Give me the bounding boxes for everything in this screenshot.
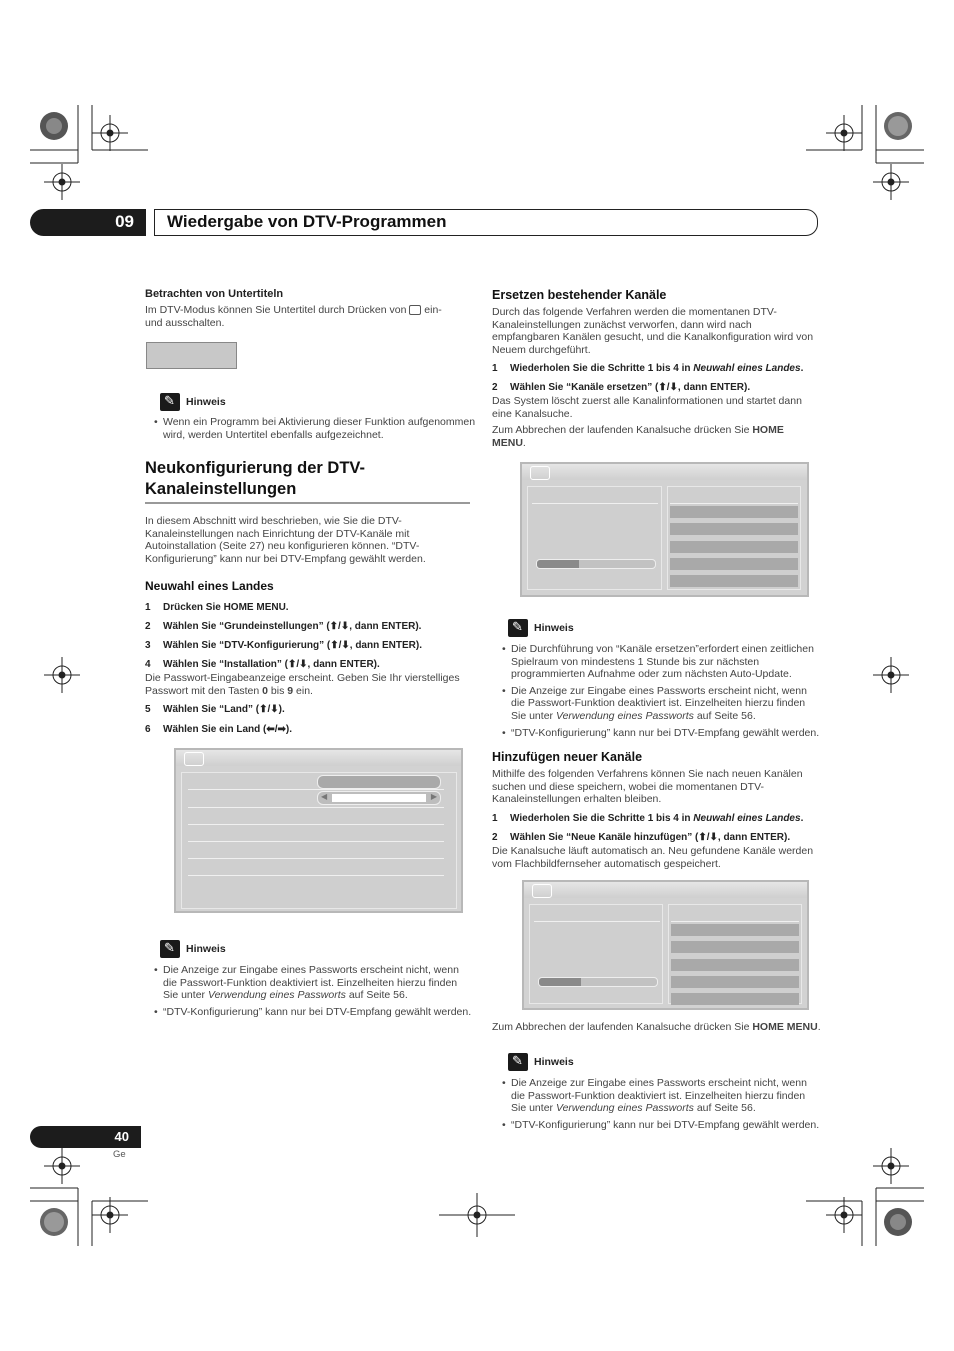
- replace-text: Durch das folgende Verfahren werden die momentanen DTV-Kanaleinstellungen zunächst verworfen, dann wird nach empfangbaren Kanälen gesucht, und die Kanalkonfiguration wird von Neuem durchgeführt.: [492, 306, 814, 356]
- highlight-field: [317, 775, 441, 789]
- note-pencil-icon: [508, 619, 528, 637]
- chapter-title-box: [154, 209, 818, 236]
- installation-screen: [174, 748, 463, 913]
- note-3-bullet-2: • Die Anzeige zur Eingabe eines Passworts erscheint nicht, wenn die Passwort-Funktion deaktiviert ist. Einzelheiten hierzu finden Sie unter Verwendung eines Passworts auf Seite 56.: [502, 685, 822, 723]
- step-3: 3 Wählen Sie “DTV-Konfigurierung” (⬆/⬇, dann ENTER).: [145, 640, 422, 651]
- section-intro: In diesem Abschnitt wird beschrieben, wie Sie die DTV-Kanaleinstellungen nach Einrichtung der DTV-Kanäle mit Autoinstallation (Seite 27) neu konfigurieren können. “DTV-Konfigurierung” kann nur bei DTV-Empfang gewählt werden.: [145, 515, 426, 565]
- replace-step-1: 1 Wiederholen Sie die Schritte 1 bis 4 in Neuwahl eines Landes.: [492, 363, 804, 374]
- progress-fill: [537, 560, 579, 568]
- note-2: ✎Hinweis: [160, 940, 226, 958]
- note-3: ✎Hinweis: [508, 619, 574, 637]
- left-arrow-icon[interactable]: ◀: [321, 792, 328, 801]
- replace-left-panel: [527, 486, 662, 590]
- note-2-bullet-2: • “DTV-Konfigurierung” kann nur bei DTV-Empfang gewählt werden.: [154, 1006, 472, 1019]
- add-step-1: 1 Wiederholen Sie die Schritte 1 bis 4 in Neuwahl eines Landes.: [492, 813, 804, 824]
- add-heading: Hinzufügen neuer Kanäle: [492, 750, 643, 764]
- subtitle-screen-placeholder: [146, 342, 237, 369]
- add-channels-screen: [522, 880, 809, 1010]
- section-title: Neukonfigurierung der DTV- Kanaleinstellungen: [145, 459, 366, 498]
- add-text: Mithilfe des folgenden Verfahrens können Sie nach neuen Kanälen suchen und diese speichern, wobei die momentanen DTV-Kanaleinstellungen erhalten bleiben.: [492, 768, 803, 806]
- replace-step-2-desc: Das System löscht zuerst alle Kanalinformationen und startet dann eine Kanalsuche.: [492, 395, 802, 420]
- add-cancel-text: Zum Abbrechen der laufenden Kanalsuche drücken Sie HOME MENU.: [492, 1021, 821, 1033]
- step-5: 5 Wählen Sie “Land” (⬆/⬇).: [145, 704, 285, 716]
- installation-panel: [181, 772, 457, 909]
- subtitle-button-icon: [409, 305, 421, 315]
- page-number-tab: [30, 1126, 141, 1148]
- replace-channels-screen: [520, 462, 809, 597]
- step-6: 6 Wählen Sie ein Land (⬅/➡).: [145, 724, 292, 736]
- step-4: 4 Wählen Sie “Installation” (⬆/⬇, dann ENTER).: [145, 659, 380, 670]
- add-left-panel: [529, 904, 663, 1004]
- note-3-bullet-3: • “DTV-Konfigurierung” kann nur bei DTV-Empfang gewählt werden.: [502, 727, 822, 740]
- note-1-bullet: • Wenn ein Programm bei Aktivierung dieser Funktion aufgenommen wird, werden Untertitel ebenfalls aufgezeichnet.: [154, 416, 481, 441]
- progress-bar: [538, 977, 658, 987]
- note-pencil-icon: [160, 393, 180, 411]
- subtitle-heading: Betrachten von Untertiteln: [145, 288, 284, 300]
- note-pencil-icon: [508, 1053, 528, 1071]
- note-4-bullet-2: • “DTV-Konfigurierung” kann nur bei DTV-Empfang gewählt werden.: [502, 1119, 822, 1132]
- country-selector[interactable]: [317, 791, 441, 805]
- note-1: ✎Hinweis: [160, 393, 226, 411]
- right-arrow-icon[interactable]: ▶: [430, 792, 437, 801]
- steps-list: [145, 602, 475, 736]
- page-number: 40: [114, 1129, 129, 1144]
- add-step-2-desc: Die Kanalsuche läuft automatisch an. Neu gefundene Kanäle werden vom Flachbildfernseher automatisch gespeichert.: [492, 845, 814, 870]
- step-2: 2 Wählen Sie “Grundeinstellungen” (⬆/⬇, dann ENTER).: [145, 621, 422, 632]
- settings-icon: [530, 466, 550, 480]
- note-4-bullets: [502, 1077, 822, 1131]
- step-4-desc: Die Passwort-Eingabeanzeige erscheint. Geben Sie Ihr vierstelliges Passwort mit den Tasten 0 bis 9 ein.: [145, 672, 460, 697]
- replace-heading: Ersetzen bestehender Kanäle: [492, 288, 667, 302]
- progress-fill: [539, 978, 581, 986]
- subtitle-text: Im DTV-Modus können Sie Untertitel durch Drücken von ein- und ausschalten.: [145, 304, 442, 329]
- country-value: [332, 794, 426, 802]
- step-1: 1 Drücken Sie HOME MENU.: [145, 602, 289, 613]
- chapter-title: Wiedergabe von DTV-Programmen: [167, 212, 447, 231]
- replace-cancel-text: Zum Abbrechen der laufenden Kanalsuche drücken Sie HOME MENU.: [492, 424, 784, 449]
- language-code: Ge: [113, 1149, 126, 1160]
- note-2-bullets: [154, 964, 472, 1018]
- settings-icon: [184, 752, 204, 766]
- add-right-panel: [668, 904, 802, 1004]
- chapter-number: 09: [115, 212, 134, 231]
- note-pencil-icon: [160, 940, 180, 958]
- replace-step-2: 2 Wählen Sie “Kanäle ersetzen” (⬆/⬇, dann ENTER).: [492, 382, 751, 393]
- neuwahl-heading: Neuwahl eines Landes: [145, 579, 274, 593]
- note-4-bullet-1: • Die Anzeige zur Eingabe eines Passworts erscheint nicht, wenn die Passwort-Funktion deaktiviert ist. Einzelheiten hierzu finden Sie unter Verwendung eines Passworts auf Seite 56.: [502, 1077, 822, 1115]
- replace-right-panel: [667, 486, 801, 590]
- section-rule: [145, 502, 470, 504]
- settings-icon: [532, 884, 552, 898]
- note-2-bullet-1: • Die Anzeige zur Eingabe eines Passworts erscheint nicht, wenn die Passwort-Funktion deaktiviert ist. Einzelheiten hierzu finden Sie unter Verwendung eines Passworts auf Seite 56.: [154, 964, 472, 1002]
- note-3-bullets: [502, 643, 822, 739]
- note-3-bullet-1: • Die Durchführung von “Kanäle ersetzen”erfordert einen zeitlichen Spielraum von mindestens 1 Stunde bis zur nächsten programmierten Aufnahme oder zum nächsten Auto-Update.: [502, 643, 822, 681]
- progress-bar: [536, 559, 656, 569]
- note-4: ✎Hinweis: [508, 1053, 574, 1071]
- add-step-2: 2 Wählen Sie “Neue Kanäle hinzufügen” (⬆/⬇, dann ENTER).: [492, 832, 791, 843]
- chapter-number-tab: [30, 209, 146, 236]
